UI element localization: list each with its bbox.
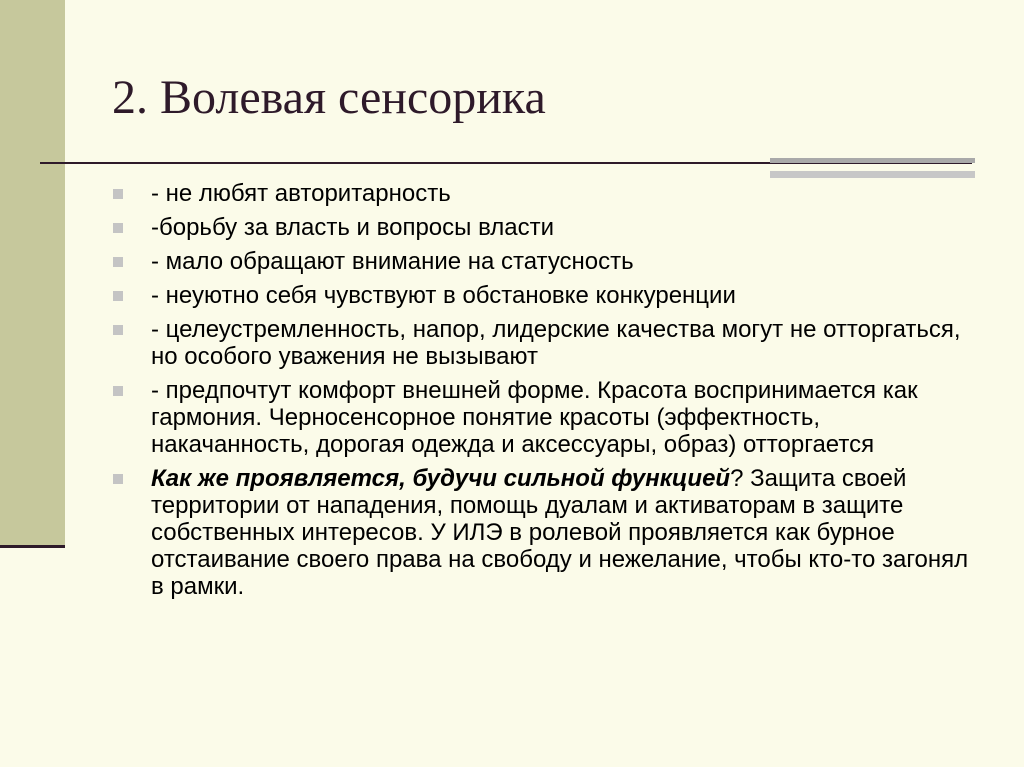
bullet-item	[112, 180, 972, 207]
square-bullet-icon	[113, 474, 123, 484]
bullet-text: - мало обращают внимание на статусность	[151, 248, 634, 275]
bullet-text: - не любят авторитарность	[151, 180, 451, 207]
bullet-list	[112, 180, 972, 607]
square-bullet-icon	[113, 325, 123, 335]
slide-title: 2. Волевая сенсорика	[112, 71, 546, 124]
square-bullet-icon	[113, 291, 123, 301]
bullet-item	[112, 282, 972, 309]
left-band-divider	[0, 545, 65, 548]
bullet-item	[112, 214, 972, 241]
title-underline-accent-lower	[770, 171, 975, 178]
left-decorative-band	[0, 0, 65, 547]
bullet-emphasis-text: Как же проявляется, будучи сильной функцией	[151, 465, 731, 492]
bullet-text: -борьбу за власть и вопросы власти	[151, 214, 555, 241]
square-bullet-icon	[113, 386, 123, 396]
square-bullet-icon	[113, 223, 123, 233]
square-bullet-icon	[113, 257, 123, 267]
bullet-item	[112, 377, 972, 458]
bullet-item	[112, 316, 972, 370]
bullet-text: - неуютно себя чувствуют в обстановке конкуренции	[151, 282, 736, 309]
bullet-text: ? Защита своей территории от нападения, помощь дуалам и активаторам в защите собственных интересов. У ИЛЭ в ролевой проявляется как бурное отстаивание своего права на свободу и нежелание, чтобы кто-то загонял в рамки.	[151, 465, 969, 600]
bullet-text: - предпочтут комфорт внешней форме. Красота воспринимается как гармония. Черносенсорное понятие красоты (эффектность, накачанность, дорогая одежда и аксессуары, образ) отторгается	[151, 377, 918, 458]
bullet-text: - целеустремленность, напор, лидерские качества могут не отторгаться, но особого уважения не вызывают	[151, 316, 961, 370]
bullet-item	[112, 465, 972, 600]
square-bullet-icon	[113, 189, 123, 199]
bullet-item	[112, 248, 972, 275]
title-underline-accent	[770, 158, 975, 163]
